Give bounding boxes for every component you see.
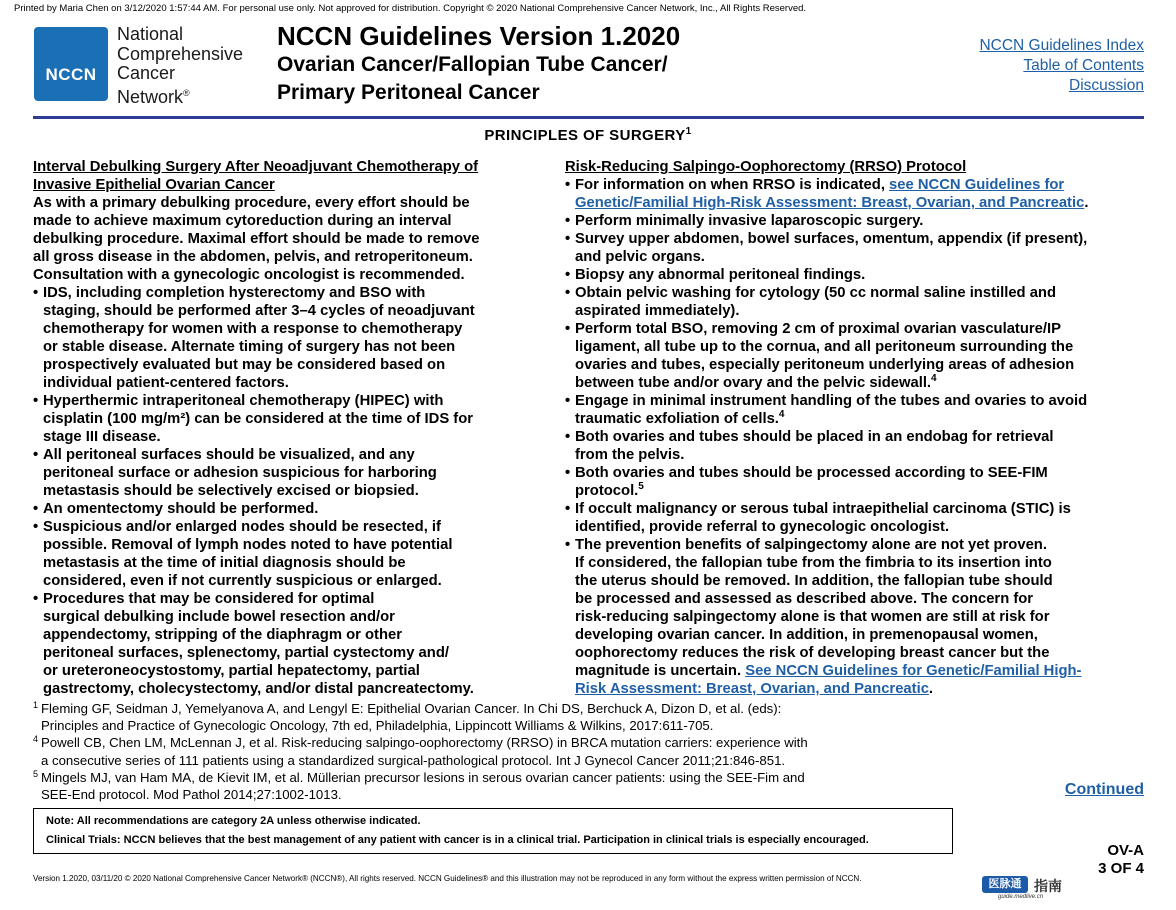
list-item: • Hyperthermic intraperitoneal chemotherapy (HIPEC) with cisplatin (100 mg/m²) can be considered at the time of IDS for stage III disease. (33, 392, 538, 446)
list-item: • Suspicious and/or enlarged nodes should be resected, if possible. Removal of lymph nodes noted to have potential metastasis at the time of initial diagnosis should be considered, even if not currently suspicious or enlarged. (33, 518, 538, 590)
list-item: • Perform minimally invasive laparoscopic surgery. (565, 212, 1147, 230)
list-item: • Obtain pelvic washing for cytology (50 cc normal saline instilled and aspirated immediately). (565, 284, 1147, 320)
right-heading: Risk-Reducing Salpingo-Oophorectomy (RRSO) Protocol (565, 159, 967, 175)
left-column (33, 158, 538, 698)
header-divider (33, 116, 1144, 119)
page-identifier (1098, 842, 1144, 878)
list-item: • Both ovaries and tubes should be placed in an endobag for retrieval from the pelvis. (565, 428, 1147, 464)
nav-links (979, 36, 1144, 96)
clinical-trials-line: Clinical Trials: NCCN believes that the best management of any patient with cancer is in a clinical trial. Participation in clinical trials is especially encouraged. (46, 833, 869, 846)
guidelines-index-link[interactable]: NCCN Guidelines Index (979, 37, 1144, 54)
guideline-version: NCCN Guidelines Version 1.2020 (277, 21, 681, 51)
medlive-logo: 医脉通 (982, 876, 1028, 893)
copyright-line: Version 1.2020, 03/11/20 © 2020 National Comprehensive Cancer Network® (NCCN®), All rights reserved. NCCN Guidelines® and this illustration may not be reproduced in any form without the express written permission of NCCN. (33, 874, 862, 883)
list-item: • Perform total BSO, removing 2 cm of proximal ovarian vasculature/IP ligament, all tube up to the cornua, and all peritoneum surrounding the ovaries and tubes, especially peritoneum underlying areas of adhesion between tube and/or ovary and the pelvic sidewall.$^4$ (565, 320, 1147, 392)
list-item: • All peritoneal surfaces should be visualized, and any peritoneal surface or adhesion suspicious for harboring metastasis should be selectively excised or biopsied. (33, 446, 538, 500)
footnote-ref: 4 (931, 373, 937, 385)
page-code: OV-A (1107, 842, 1144, 859)
genetic-guidelines-link[interactable]: See NCCN Guidelines for Genetic/Familial High- Risk Assessment: Breast, Ovarian, and Pancreatic (575, 663, 1082, 697)
registered-mark: ® (183, 87, 190, 98)
list-item: • For information on when RRSO is indicated, see NCCN Guidelines for Genetic/Familial High-Risk Assessment: Breast, Ovarian, and Pancreatic. (565, 176, 1147, 212)
org-name (117, 25, 243, 107)
list-item: • If occult malignancy or serous tubal intraepithelial carcinoma (STIC) is identified, provide referral to gynecologic oncologist. (565, 500, 1147, 536)
footnote: 4 Powell CB, Chen LM, McLennan J, et al. Risk-reducing salpingo-oophorectomy (RRSO) in BRCA mutation carriers: experience with a consecutive series of 111 patients using a standardized surgical-pathological protocol. Int J Gynecol Cancer 2011;21:846-851. (33, 734, 808, 768)
logo-abbr: NCCN (45, 65, 97, 84)
list-item: • Both ovaries and tubes should be processed according to SEE-FIM protocol.$^5$ (565, 464, 1147, 500)
list-item: • Survey upper abdomen, bowel surfaces, omentum, appendix (if present), and pelvic organs. (565, 230, 1147, 266)
footnote-ref: 4 (778, 409, 785, 421)
list-item: • An omentectomy should be performed. (33, 500, 538, 518)
footnote-ref: 1 (685, 126, 692, 137)
list-item: • Procedures that may be considered for optimal surgical debulking include bowel resection and/or appendectomy, stripping of the diaphragm or other peritoneal surfaces, splenectomy, partial cystectomy and/ or ureteroneocystostomy, partial hepatectomy, partial gastrectomy, cholecystectomy, and/or distal pancreatectomy. (33, 590, 538, 698)
printed-by-line: Printed by Maria Chen on 3/12/2020 1:57:44 AM. For personal use only. Not approved for distribution. Copyright © 2020 National Comprehensive Cancer Network, Inc., All Rights Reserved. (14, 3, 807, 14)
table-of-contents-link[interactable]: Table of Contents (1023, 57, 1144, 74)
left-heading: Interval Debulking Surgery After Neoadjuvant Chemotherapy of Invasive Epithelial Ovarian Cancer (33, 159, 479, 193)
section-title: PRINCIPLES OF SURGERY$^1$ (484, 126, 692, 144)
genetic-guidelines-link[interactable]: see NCCN Guidelines for Genetic/Familial High-Risk Assessment: Breast, Ovarian, and Pancreatic (575, 177, 1085, 211)
continued-link[interactable]: Continued (1064, 781, 1144, 798)
list-item: • Engage in minimal instrument handling of the tubes and ovaries to avoid traumatic exfoliation of cells.$^4$ (565, 392, 1147, 428)
guideline-title (277, 21, 680, 107)
watermark-text: 指南 (1034, 878, 1062, 894)
medlive-watermark (982, 876, 1082, 902)
org-name-line: National (117, 24, 184, 44)
note-line: Note: All recommendations are category 2A unless otherwise indicated. (46, 815, 421, 827)
footnote: 5 Mingels MJ, van Ham MA, de Kievit IM, et al. Müllerian precursor lesions in serous ovarian cancer patients: using the SEE-Fim and SEE-End protocol. Mod Pathol 2014;27:1002-1013. (33, 768, 805, 803)
org-name-line: Comprehensive (117, 43, 244, 64)
right-column (565, 158, 1147, 698)
footnotes (33, 700, 953, 803)
list-item: • Biopsy any abnormal peritoneal findings. (565, 266, 1147, 284)
list-item: • The prevention benefits of salpingectomy alone are not yet proven. If considered, the fallopian tube from the fimbria to its insertion into the uterus should be removed. In addition, the fallopian tube should be processed and assessed as described above. The concern for risk-reducing salpingectomy alone is that women are still at risk for developing ovarian cancer. In addition, in premenopausal women, oophorectomy reduces the risk of developing breast cancer but the magnitude is uncertain. See NCCN Guidelines for Genetic/Familial High- Risk Assessment: Breast, Ovarian, and Pancreatic. (565, 536, 1147, 698)
discussion-link[interactable]: Discussion (1069, 77, 1144, 94)
org-name-line: Network® (117, 86, 190, 107)
nccn-logo (34, 27, 108, 101)
left-intro: As with a primary debulking procedure, every effort should be made to achieve maximum cytoreduction during an interval debulking procedure. Maximal effort should be made to remove all gross disease in the abdomen, pelvis, and retroperitoneum. Consultation with a gynecologic oncologist is recommended. (33, 195, 480, 283)
notes-box (33, 808, 953, 854)
guideline-subtitle-line1: Ovarian Cancer/Fallopian Tube Cancer/ (277, 53, 668, 76)
list-item: • IDS, including completion hysterectomy and BSO with staging, should be performed after 3–4 cycles of neoadjuvant chemotherapy for women with a response to chemotherapy or stable disease. Alternate timing of surgery has not been prospectively evaluated but may be considered based on individual patient-centered factors. (33, 284, 538, 392)
watermark-url: guide.medlive.cn (998, 894, 1044, 900)
guideline-subtitle-line2: Primary Peritoneal Cancer (277, 81, 540, 104)
page-number: 3 OF 4 (1098, 860, 1144, 877)
footnote: 1 Fleming GF, Seidman J, Yemelyanova A, and Lengyl E: Epithelial Ovarian Cancer. In Chi DS, Berchuck A, Dizon D, et al. (eds): Principles and Practice of Gynecologic Oncology, 7th ed, Philadelphia, Lippincott Williams & Wilkins, 2017:611-705. (33, 700, 782, 734)
footnote-ref: 5 (638, 481, 644, 493)
org-name-line: Cancer (117, 63, 176, 83)
